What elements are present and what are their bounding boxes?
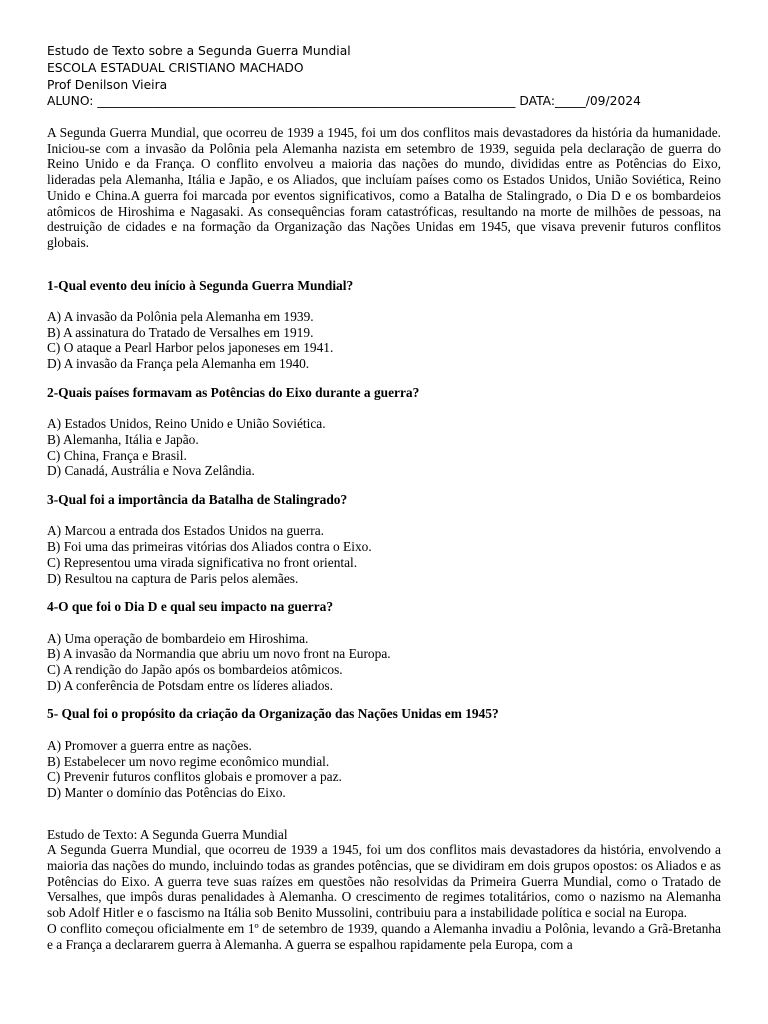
- option-2c: C) China, França e Brasil.: [47, 447, 187, 463]
- question-3: 3-Qual foi a importância da Batalha de Stalingrado?: [47, 492, 348, 508]
- school-name: ESCOLA ESTADUAL CRISTIANO MACHADO: [47, 60, 304, 75]
- option-1b: B) A assinatura do Tratado de Versalhes em 1919.: [47, 324, 314, 340]
- option-5d: D) Manter o domínio das Potências do Eixo.: [47, 784, 286, 800]
- option-4d: D) A conferência de Potsdam entre os líderes aliados.: [47, 677, 333, 693]
- options-list-4: [47, 631, 721, 694]
- question-4: 4-O que foi o Dia D e qual seu impacto na guerra?: [47, 599, 334, 615]
- option-5b: B) Estabelecer um novo regime econômico mundial.: [47, 753, 330, 769]
- option-3b: B) Foi uma das primeiras vitórias dos Aliados contra o Eixo.: [47, 539, 372, 555]
- option-5c: C) Prevenir futuros conflitos globais e promover a paz.: [47, 769, 342, 785]
- options-list-5: [47, 738, 721, 801]
- option-3d: D) Resultou na captura de Paris pelos alemães.: [47, 570, 299, 586]
- study-title: Estudo de Texto: A Segunda Guerra Mundial: [47, 826, 288, 842]
- question-block-2: [47, 385, 721, 479]
- intro-paragraph: A Segunda Guerra Mundial, que ocorreu de 1939 a 1945, foi um dos conflitos mais devastadores da história da humanidade. Iniciou-se com a invasão da Polônia pela Alemanha nazista em setembro de 1939, seguida pela declaração de guerra do Reino Unido e da França. O conflito envolveu a maioria das nações do mundo, divididas entre as Potências do Eixo, lideradas pela Alemanha, Itália e Japão, e os Aliados, que incluíam países como os Estados Unidos, União Soviética, Reino Unido e China.A guerra foi marcada por eventos significativos, como a Batalha de Stalingrado, o Dia D e os bombardeios atômicos de Hiroshima e Nagasaki. As consequências foram catastróficas, resultando na morte de milhões de pessoas, na destruição de cidades e na formação da Organização das Nações Unidas em 1945, que visava prevenir futuros conflitos globais.: [47, 125, 721, 250]
- student-date-line: ALUNO: ____________________________________________________________________ DATA:_____/09/2024: [47, 94, 641, 109]
- option-4c: C) A rendição do Japão após os bombardeios atômicos.: [47, 662, 343, 678]
- option-2b: B) Alemanha, Itália e Japão.: [47, 431, 199, 447]
- option-1c: C) O ataque a Pearl Harbor pelos japoneses em 1941.: [47, 340, 334, 356]
- study-paragraph-1: A Segunda Guerra Mundial, que ocorreu de 1939 a 1945, foi um dos conflitos mais devastadores da história, envolvendo a maioria das nações do mundo, incluindo todas as grandes potências, que se dividiram em dois grupos opostos: os Aliados e as Potências do Eixo. A guerra teve suas raízes em questões não resolvidas da Primeira Guerra Mundial, como o Tratado de Versalhes, que impôs duras penalidades à Alemanha. O crescimento de regimes totalitários, como o nazismo na Alemanha sob Adolf Hitler e o fascismo na Itália sob Benito Mussolini, contribuiu para a instabilidade política e social na Europa.: [47, 842, 721, 921]
- option-1d: D) A invasão da França pela Alemanha em 1940.: [47, 356, 310, 372]
- option-5a: A) Promover a guerra entre as nações.: [47, 737, 252, 753]
- document-title: Estudo de Texto sobre a Segunda Guerra Mundial: [47, 44, 351, 58]
- options-list-1: [47, 309, 721, 372]
- option-3a: A) Marcou a entrada dos Estados Unidos na guerra.: [47, 523, 325, 539]
- section-spacer: [47, 814, 721, 827]
- option-3c: C) Representou uma virada significativa no front oriental.: [47, 554, 358, 570]
- question-1: 1-Qual evento deu início à Segunda Guerra Mundial?: [47, 277, 354, 293]
- question-block-3: [47, 492, 721, 586]
- question-2: 2-Quais países formavam as Potências do Eixo durante a guerra?: [47, 384, 420, 400]
- option-2a: A) Estados Unidos, Reino Unido e União Soviética.: [47, 416, 326, 432]
- document-header: [47, 43, 727, 110]
- question-block-1: [47, 278, 721, 372]
- option-1a: A) A invasão da Polônia pela Alemanha em 1939.: [47, 309, 314, 325]
- question-block-4: [47, 599, 721, 693]
- option-4a: A) Uma operação de bombardeio em Hiroshima.: [47, 630, 309, 646]
- options-list-3: [47, 523, 721, 586]
- document-body: [47, 125, 721, 952]
- option-2d: D) Canadá, Austrália e Nova Zelândia.: [47, 463, 255, 479]
- teacher-name: Prof Denilson Vieira: [47, 77, 168, 92]
- question-5: 5- Qual foi o propósito da criação da Organização das Nações Unidas em 1945?: [47, 706, 499, 722]
- option-4b: B) A invasão da Normandia que abriu um novo front na Europa.: [47, 646, 391, 662]
- options-list-2: [47, 416, 721, 479]
- question-block-5: [47, 706, 721, 800]
- study-paragraph-2: O conflito começou oficialmente em 1º de setembro de 1939, quando a Alemanha invadiu a Polônia, levando a Grã-Bretanha e a França a declararem guerra à Alemanha. A guerra se espalhou rapidamente pela Europa, com a: [47, 920, 721, 952]
